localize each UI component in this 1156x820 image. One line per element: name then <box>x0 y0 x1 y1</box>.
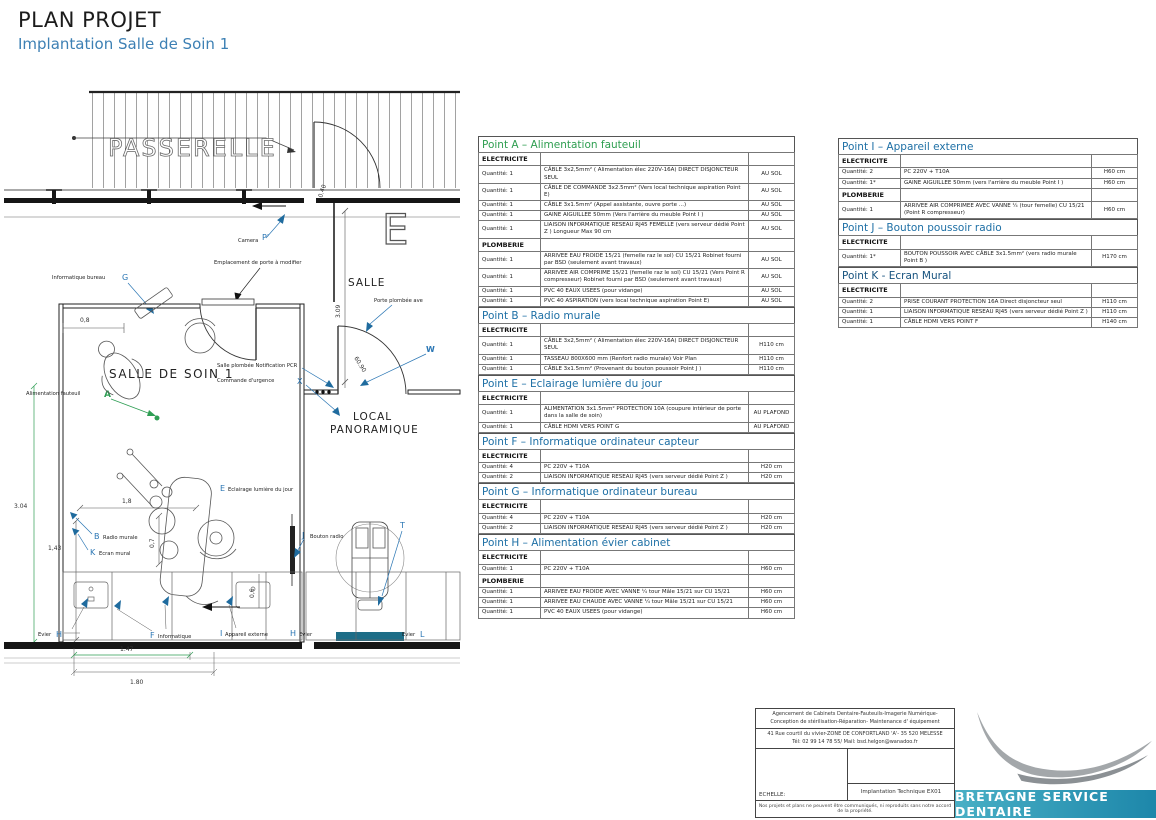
spec-cell-qty: Quantité: 1 <box>479 166 541 183</box>
label-bouton-radio <box>290 514 343 586</box>
spec-cell-desc: LIAISON INFORMATIQUE RESEAU RJ45 (vers serveur dédié Point Z ) <box>901 307 1092 317</box>
label-ecran-mural <box>72 528 130 557</box>
spec-cell-desc: ARRIVEE EAU CHAUDE AVEC VANNE ¼ tour Mâle 15/21 sur CU 15/21 <box>541 598 749 608</box>
spec-cell-desc: CÂBLE 3x2,5mm² ( Alimentation élec 220V-16A) DIRECT DISJONCTEUR SEUL <box>541 337 749 354</box>
section-row <box>479 391 795 404</box>
spec-cell-qty: Quantité: 1 <box>479 201 541 211</box>
spec-cell-qty: Quantité: 1 <box>839 317 901 327</box>
spec-cell-loc: AU PLAFOND <box>749 422 795 432</box>
spec-row <box>839 202 1138 219</box>
spec-row <box>479 608 795 618</box>
direction-arrow-top <box>252 202 262 210</box>
spec-cell-desc: CÂBLE DE COMMANDE 3x2.5mm² (Vers local technique aspiration Point E) <box>541 183 749 200</box>
spec-row <box>839 249 1138 266</box>
spec-row <box>479 296 795 306</box>
dim-1-80: 1.80 <box>130 679 144 686</box>
spec-cell-desc: ARRIVEE AIR COMPRIME 15/21 (femelle raz le sol) CU 15/21 (Vers Point R compresseur) Robinet fourni par BSD (seulement avant travaux) <box>541 269 749 286</box>
section-spacer <box>541 323 749 336</box>
section-row <box>479 238 795 251</box>
spec-cell-desc: PC 220V + T10A <box>901 168 1092 178</box>
spec-row <box>479 564 795 574</box>
spec-cell-qty: Quantité: 1 <box>839 307 901 317</box>
bouton-radio-text: Bouton radio <box>310 534 344 540</box>
informatique-bureau-text: Informatique bureau <box>52 275 106 281</box>
spec-cell-qty: Quantité: 1 <box>479 269 541 286</box>
title-block-info <box>755 708 955 818</box>
spec-cell-qty: Quantité: 1* <box>839 178 901 188</box>
spec-cell-qty: Quantité: 2 <box>479 473 541 483</box>
spec-cell-desc: LIAISON INFORMATIQUE RESEAU RJ45 (vers serveur dédié Point Z ) <box>541 524 749 534</box>
spec-cell-loc: AU SOL <box>749 296 795 306</box>
section-spacer <box>749 323 795 336</box>
spec-cell-qty: Quantité: 1 <box>479 296 541 306</box>
dim-0-7: 0,7 <box>149 538 156 548</box>
point-title-H: Point H – Alimentation évier cabinet <box>478 534 795 550</box>
spec-row <box>479 598 795 608</box>
spec-row <box>479 269 795 286</box>
title-block <box>755 708 1156 818</box>
spec-cell-loc: H20 cm <box>749 463 795 473</box>
informatique-f-text: Informatique <box>158 634 192 640</box>
label-porte-modifier <box>202 259 302 305</box>
spec-row <box>479 524 795 534</box>
cabinets <box>63 572 460 640</box>
dim-1-8: 1,8 <box>122 498 132 505</box>
section-row <box>479 153 795 166</box>
dim-3-04: 3.04 <box>14 503 28 510</box>
section-row <box>479 500 795 513</box>
spec-cell-desc: LIAISON INFORMATIQUE RESEAU RJ45 FEMELLE (vers serveur dédié Point Z ) Longueur Max 90 cm <box>541 221 749 238</box>
section-header: PLOMBERIE <box>479 574 541 587</box>
spec-row <box>479 337 795 354</box>
spec-cell-desc: TASSEAU 800X600 mm (Renfort radio murale) Voir Plan <box>541 354 749 364</box>
ecran-mural-text: Ecran mural <box>99 551 131 557</box>
point-title-B: Point B – Radio murale <box>478 307 795 323</box>
alimentation-fauteuil-letter: A <box>104 390 111 400</box>
spec-cell-desc: CÂBLE 3x1.5mm² (Provenant du bouton poussoir Point J ) <box>541 364 749 374</box>
point-title-J: Point J – Bouton poussoir radio <box>838 219 1138 235</box>
address-line-1: 41 Rue courtil du vivier-ZONE DE CONFORTLAND 'A'- 35 520 MELESSE <box>767 731 943 737</box>
section-header: ELECTRICITE <box>839 236 901 249</box>
point-table-B <box>478 323 795 375</box>
section-spacer <box>541 551 749 564</box>
spec-cell-desc: BOUTON POUSSOIR AVEC CÂBLE 3x1.5mm² (vers radio murale Point B ) <box>901 249 1092 266</box>
spec-cell-desc: PC 220V + T10A <box>541 463 749 473</box>
section-spacer <box>1092 236 1138 249</box>
spec-row <box>479 354 795 364</box>
evier-h-text: Evier <box>299 632 313 638</box>
porte-plombee-text: Porte plombée ave <box>374 298 423 304</box>
spec-cell-qty: Quantité: 1 <box>479 608 541 618</box>
spec-cell-loc: H110 cm <box>749 337 795 354</box>
room-label-salle-de-soin: SALLE DE SOIN 1 <box>109 367 234 381</box>
spec-row <box>479 252 795 269</box>
porte-w-letter: W <box>426 345 435 354</box>
disclaimer: Nos projets et plans ne peuvent être communiqués, ni reproduits sans notre accord de la propriété. <box>756 800 954 817</box>
spec-cell-qty: Quantité: 2 <box>839 168 901 178</box>
section-row <box>839 188 1138 201</box>
section-spacer <box>541 574 749 587</box>
spec-cell-loc: H110 cm <box>1092 297 1138 307</box>
label-commande-urgence <box>217 377 340 416</box>
section-header: ELECTRICITE <box>479 323 541 336</box>
spec-row <box>839 297 1138 307</box>
sheet-header <box>18 8 229 53</box>
spec-cell-qty: Quantité: 1 <box>479 183 541 200</box>
section-spacer <box>541 238 749 251</box>
brand-banner: BRETAGNE SERVICE DENTAIRE <box>955 790 1156 818</box>
spec-cell-desc: PVC 40 EAUX USEES (pour vidange) <box>541 608 749 618</box>
spec-cell-loc: H20 cm <box>749 524 795 534</box>
company-logo <box>955 708 1156 818</box>
spec-cell-desc: PRISE COURANT PROTECTION 16A Direct disjoncteur seul <box>901 297 1092 307</box>
point-table-H <box>478 550 795 618</box>
spec-cell-loc: AU SOL <box>749 183 795 200</box>
section-header: ELECTRICITE <box>839 284 901 297</box>
spec-cell-qty: Quantité: 1 <box>479 405 541 422</box>
section-header: ELECTRICITE <box>479 391 541 404</box>
spec-row <box>479 166 795 183</box>
page-subtitle: Implantation Salle de Soin 1 <box>18 35 230 53</box>
spec-cell-desc: PVC 40 ASPIRATION (vers local technique aspiration Point E) <box>541 296 749 306</box>
spec-row <box>479 405 795 422</box>
spec-row <box>479 422 795 432</box>
spec-cell-qty: Quantité: 1 <box>479 588 541 598</box>
radio-murale-letter: B <box>94 532 100 541</box>
label-eclairage <box>220 484 294 493</box>
spec-cell-loc: AU SOL <box>749 269 795 286</box>
right-walls <box>317 184 408 388</box>
spec-row <box>479 221 795 238</box>
point-title-F: Point F – Informatique ordinateur capteur <box>478 433 795 449</box>
spec-cell-loc: H170 cm <box>1092 249 1138 266</box>
section-spacer <box>749 574 795 587</box>
point-table-J <box>838 235 1138 267</box>
room-label-panoramique: PANORAMIQUE <box>330 424 419 436</box>
spec-cell-desc: GAINE AIGUILLEE 50mm (Vers l'arrière du meuble Point I ) <box>541 211 749 221</box>
section-spacer <box>1092 155 1138 168</box>
room-label-local: LOCAL <box>353 411 393 423</box>
spec-cell-loc: H20 cm <box>749 473 795 483</box>
commande-urgence-text: Commande d'urgence <box>217 378 275 384</box>
spec-cell-desc: CÂBLE 3x1.5mm² (Appel assistante, ouvre porte ...) <box>541 201 749 211</box>
section-spacer <box>749 500 795 513</box>
point-table-F <box>478 449 795 484</box>
point-title-K: Point K - Ecran Mural <box>838 267 1138 283</box>
label-salle-plombee <box>217 362 334 388</box>
alimentation-fauteuil-text: Alimentation fauteuil <box>26 391 81 397</box>
interior-dims <box>14 383 259 645</box>
spec-cell-desc: LIAISON INFORMATIQUE RESEAU RJ45 (vers serveur dédié Point Z ) <box>541 473 749 483</box>
section-spacer <box>541 449 749 462</box>
label-radio-murale <box>70 512 138 541</box>
spec-cell-qty: Quantité: 1 <box>839 202 901 219</box>
empty-cell <box>848 749 954 784</box>
point-title-I: Point I – Appareil externe <box>838 138 1138 154</box>
spec-cell-qty: Quantité: 2 <box>839 297 901 307</box>
spec-cell-qty: Quantité: 1 <box>479 252 541 269</box>
adjacent-room-letter: E <box>382 205 409 254</box>
section-spacer <box>541 500 749 513</box>
floor-plan <box>4 86 466 706</box>
spec-cell-qty: Quantité: 2 <box>479 524 541 534</box>
section-spacer <box>901 155 1092 168</box>
section-spacer <box>749 391 795 404</box>
salle-de-soin-walls <box>59 304 304 642</box>
porte-modifier-text: Emplacement de porte à modifier <box>214 260 302 266</box>
spec-cell-loc: H60 cm <box>1092 178 1138 188</box>
point-t-letter: T <box>400 521 405 530</box>
section-header: PLOMBERIE <box>479 238 541 251</box>
commande-urgence-letter: X <box>297 377 303 386</box>
company-activity <box>756 709 954 729</box>
spec-row <box>479 286 795 296</box>
section-spacer <box>541 153 749 166</box>
spec-cell-loc: H60 cm <box>749 608 795 618</box>
spec-table-right <box>838 138 1138 328</box>
section-row <box>479 449 795 462</box>
spec-row <box>839 307 1138 317</box>
spec-cell-loc: AU SOL <box>749 252 795 269</box>
section-header: ELECTRICITE <box>479 500 541 513</box>
spec-cell-qty: Quantité: 1 <box>479 286 541 296</box>
section-header: ELECTRICITE <box>479 449 541 462</box>
spec-cell-loc: H140 cm <box>1092 317 1138 327</box>
point-table-G <box>478 499 795 534</box>
spec-row <box>479 201 795 211</box>
section-row <box>479 574 795 587</box>
spec-cell-desc: ARRIVEE AIR COMPRIMEE AVEC VANNE ¼ (tour femelle) CU 15/21 (Point R compresseur) <box>901 202 1092 219</box>
spec-cell-loc: AU SOL <box>749 286 795 296</box>
activity-line-1: Agencement de Cabinets Dentaire-Fauteuils-Imagerie Numérique- <box>772 711 938 717</box>
evier-h-letter: H <box>290 629 297 638</box>
address-line-2: Tél: 02 99 14 78 55/ Mail: bsd.helgon@wanadoo.fr <box>792 738 918 745</box>
dim-0-8: 0,8 <box>80 317 90 324</box>
appareil-externe-letter: I <box>220 629 223 638</box>
spec-cell-loc: H110 cm <box>1092 307 1138 317</box>
point-table-I <box>838 154 1138 219</box>
spec-cell-desc: PC 220V + T10A <box>541 513 749 523</box>
evier-right-letter: L <box>420 630 425 639</box>
section-row <box>479 323 795 336</box>
spec-cell-loc: H60 cm <box>749 564 795 574</box>
spec-cell-qty: Quantité: 1 <box>479 211 541 221</box>
spec-cell-qty: Quantité: 1 <box>479 598 541 608</box>
spec-cell-desc: PC 220V + T10A <box>541 564 749 574</box>
spec-cell-loc: H110 cm <box>749 364 795 374</box>
dim-1-47: 1.47 <box>120 646 134 653</box>
spec-row <box>479 211 795 221</box>
section-header: ELECTRICITE <box>479 153 541 166</box>
spec-row <box>839 317 1138 327</box>
document-title: Implantation Technique EX01 <box>860 789 942 795</box>
section-spacer <box>749 551 795 564</box>
spec-cell-qty: Quantité: 1 <box>479 364 541 374</box>
spec-cell-loc: H110 cm <box>749 354 795 364</box>
company-address <box>756 729 954 749</box>
section-row <box>479 551 795 564</box>
point-table-E <box>478 391 795 433</box>
dim-0-6: 0,6 <box>249 588 256 598</box>
spec-cell-loc: AU SOL <box>749 221 795 238</box>
spec-table-left <box>478 136 795 619</box>
room-label-passerelle: PASSERELLE <box>108 134 277 162</box>
spec-cell-loc: H20 cm <box>749 513 795 523</box>
label-alimentation-fauteuil <box>26 390 160 421</box>
eclairage-text: Eclairage lumière du jour <box>228 487 294 493</box>
spec-cell-loc: AU PLAFOND <box>749 405 795 422</box>
salle-plombee-text: Salle plombée Notification PCR <box>217 363 298 369</box>
section-row <box>839 284 1138 297</box>
spec-cell-loc: AU SOL <box>749 166 795 183</box>
spec-cell-qty: Quantité: 1 <box>479 422 541 432</box>
camera-text: Camera <box>238 238 259 244</box>
spec-cell-qty: Quantité: 1 <box>479 221 541 238</box>
label-point-t <box>378 521 405 606</box>
spec-row <box>839 168 1138 178</box>
spec-row <box>479 513 795 523</box>
section-spacer <box>901 188 1092 201</box>
section-spacer <box>749 238 795 251</box>
dim-3-09: 3.09 <box>335 304 342 318</box>
evier-left-text: Evier <box>38 632 52 638</box>
spec-row <box>839 178 1138 188</box>
spec-cell-loc: AU SOL <box>749 201 795 211</box>
spec-cell-qty: Quantité: 1* <box>839 249 901 266</box>
spec-cell-loc: H60 cm <box>1092 168 1138 178</box>
point-title-A: Point A – Alimentation fauteuil <box>478 136 795 152</box>
spec-row <box>479 463 795 473</box>
section-header: ELECTRICITE <box>839 155 901 168</box>
spec-cell-desc: PVC 40 EAUX USEES (pour vidange) <box>541 286 749 296</box>
spec-cell-desc: ARRIVEE EAU FROIDE 15/21 (femelle raz le sol) CU 15/21 Robinet fourni par BSD (seulement avant travaux) <box>541 252 749 269</box>
spec-cell-loc: H60 cm <box>1092 202 1138 219</box>
point-table-K <box>838 283 1138 328</box>
section-header: PLOMBERIE <box>839 188 901 201</box>
spec-cell-desc: ARRIVEE EAU FROIDE AVEC VANNE ¼ tour Mâle 15/21 sur CU 15/21 <box>541 588 749 598</box>
spec-row <box>479 473 795 483</box>
label-camera <box>238 214 285 244</box>
spec-cell-loc: H60 cm <box>749 598 795 608</box>
spec-cell-desc: GAINE AIGUILLEE 50mm (vers l'arrière du meuble Point I ) <box>901 178 1092 188</box>
eclairage-letter: E <box>220 484 226 493</box>
title-block-middle <box>756 749 954 800</box>
section-spacer <box>749 153 795 166</box>
spec-cell-qty: Quantité: 1 <box>479 564 541 574</box>
activity-line-2: Conception de stérilisation-Réparation- Maintenance d' équipement <box>770 718 940 725</box>
spec-cell-desc: CÂBLE HDMI VERS POINT F <box>901 317 1092 327</box>
spec-cell-qty: Quantité: 1 <box>479 354 541 364</box>
point-table-A <box>478 152 795 307</box>
dim-60-90: 60.90 <box>352 355 368 374</box>
page-title: PLAN PROJET <box>18 8 162 32</box>
informatique-f-letter: F <box>150 631 155 640</box>
appareil-externe-text: Appareil externe <box>225 632 268 638</box>
logo-swoosh-icon <box>955 708 1156 790</box>
radio-murale-text: Radio murale <box>103 535 138 541</box>
label-porte-plombee <box>366 297 423 332</box>
section-spacer <box>1092 188 1138 201</box>
spec-cell-qty: Quantité: 4 <box>479 513 541 523</box>
spec-cell-qty: Quantité: 4 <box>479 463 541 473</box>
spec-cell-desc: ALIMENTATION 3x1.5mm² PROTECTION 10A (coupure intérieur de porte dans la salle de soin) <box>541 405 749 422</box>
section-spacer <box>541 391 749 404</box>
section-spacer <box>901 284 1092 297</box>
ecran-mural-letter: K <box>90 548 96 557</box>
camera-letter: P' <box>262 233 270 242</box>
section-row <box>839 236 1138 249</box>
section-spacer <box>901 236 1092 249</box>
dim-1-43: 1,43 <box>48 545 62 552</box>
dim-0-40: 0.40 <box>317 183 329 199</box>
spec-cell-desc: CÂBLE 3x2,5mm² ( Alimentation élec 220V-16A) DIRECT DISJONCTEUR SEUL <box>541 166 749 183</box>
section-spacer <box>1092 284 1138 297</box>
spec-cell-qty: Quantité: 1 <box>479 337 541 354</box>
echelle-label: ECHELLE: <box>756 749 848 800</box>
evier-right-text: Evier <box>402 632 416 638</box>
spec-row <box>479 364 795 374</box>
point-title-G: Point G – Informatique ordinateur bureau <box>478 483 795 499</box>
evier-left-letter: H <box>56 630 63 639</box>
passerelle-railing <box>4 92 460 217</box>
spec-row <box>479 183 795 200</box>
spec-cell-desc: CÂBLE HDMI VERS POINT G <box>541 422 749 432</box>
bouton-radio-letter: J <box>302 531 305 540</box>
informatique-bureau-letter: G <box>122 273 129 282</box>
spec-cell-loc: AU SOL <box>749 211 795 221</box>
spec-row <box>479 588 795 598</box>
spec-cell-loc: H60 cm <box>749 588 795 598</box>
cabinet-point-arrows <box>72 596 236 631</box>
section-header: ELECTRICITE <box>479 551 541 564</box>
point-title-E: Point E – Eclairage lumière du jour <box>478 375 795 391</box>
section-row <box>839 155 1138 168</box>
bottom-dims <box>71 646 217 686</box>
section-spacer <box>749 449 795 462</box>
room-label-salle-partial: SALLE <box>348 277 386 289</box>
camera-arrow <box>277 214 285 224</box>
